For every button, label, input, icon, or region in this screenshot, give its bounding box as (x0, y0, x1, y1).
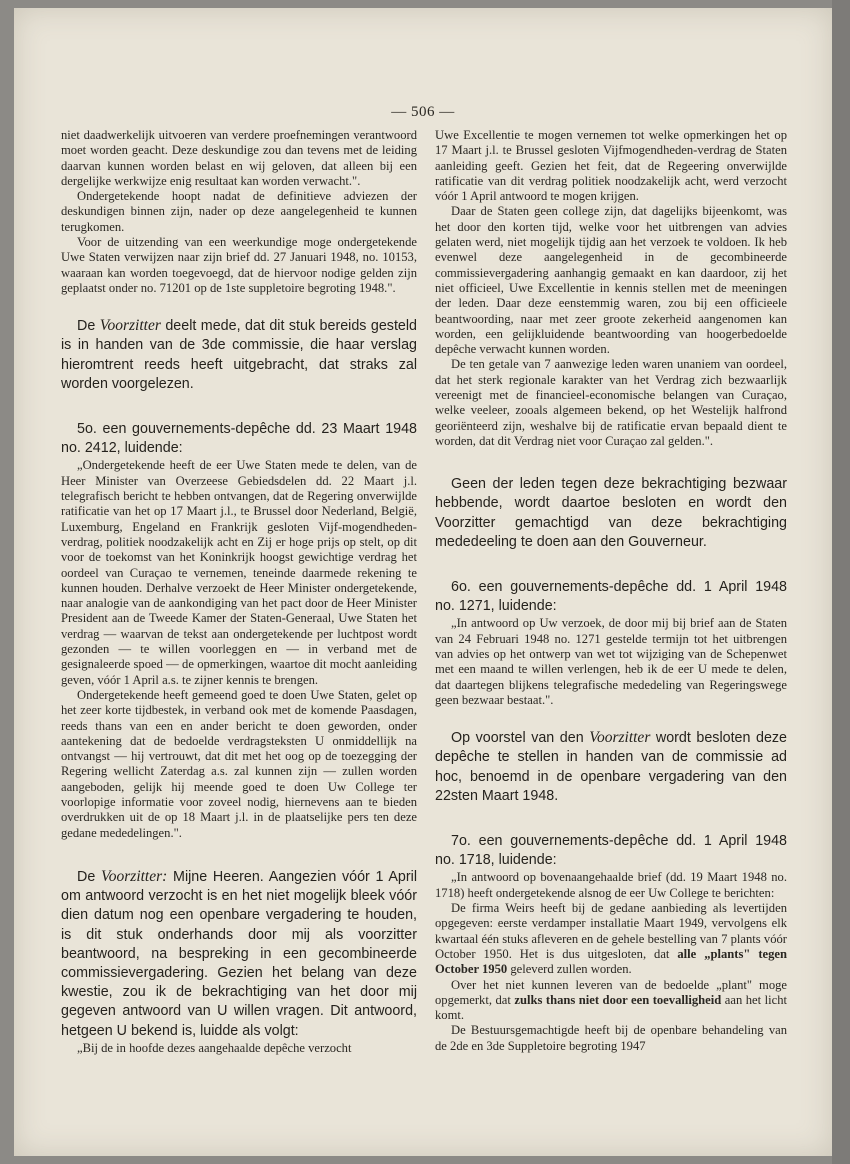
scan-edge (832, 0, 850, 1164)
decision-statement: Op voorstel van den Voorzitter wordt besloten deze depêche te stellen in handen van de commissie ad hoc, benoemd in de openbare vergadering van den 22sten Maart 1948. (435, 729, 787, 804)
paragraph: De firma Weirs heeft bij de gedane aanbieding als levertijden opgegeven: eerste verdamper installatie Maart 1949, vervolgens elk kwartaal één stuks afleveren en de gehele bestelling van 7 plants vóór October 1950. Het is dus uitgesloten, dat alle „plants" tegen October 1950 geleverd zullen worden. (435, 901, 788, 977)
item-heading: 6o. een gouvernements-depêche dd. 1 April 1948 no. 1271, luidende: (435, 579, 787, 615)
right-column (435, 128, 787, 1054)
paragraph: „Ondergetekende heeft de eer Uwe Staten mede te delen, van de Heer Minister van Overzeese Gebiedsdelen dd. 22 Maart j.l. telegrafisch bericht te hebben ontvangen, dat de Regering onverwijlde ratificatie van het op 17 Maart j.l., te Brussel door Nederland, België, Luxemburg, Engeland en Frankrijk gesloten Vijf-mogendheden-verdrag, politiek noodzakelijk acht en Zij er hoge prijs op stelt, op dit voor de toekomst van het Koninkrijk hoogst gewichtige verdrag het oordeel van Curaçao te vernemen, teneinde daarmede rekening te kunnen houden. Derhalve verzoekt de Heer Minister ondergetekende, naar analogie van de aankondiging van het pact door de Heer Minister President aan de Tweede Kamer der Staten-Generaal, Uwe Staten het verdrag — waarvan de tekst aan ondergetekende per luchtpost wordt gezonden — te willen voorleggen en — in verband met de gesignaleerde spoed — de opmerkingen, waartoe dit mocht aanleiding geven, vóór 1 April a.s. te zijner kennis te brengen. (61, 458, 417, 687)
decision-statement: Geen der leden tegen deze bekrachtiging bezwaar hebbende, wordt daartoe besloten en wordt den Voorzitter gemachtigd van deze bekrachtiging mededeeling te doen aan den Gouverneur. (435, 476, 787, 550)
item-heading: 7o. een gouvernements-depêche dd. 1 April 1948 no. 1718, luidende: (435, 833, 787, 869)
page-number: — 506 — (391, 104, 455, 120)
paragraph: Daar de Staten geen college zijn, dat dagelijks bijeenkomt, was het door den korten tijd, welke voor het uitbrengen van advies gelaten werd, niet mogelijk tijdig aan het verzoek te voldoen. Ik heb evenwel deze aangelegenheid in de gecombineerde commissievergadering aanhangig gemaakt en kan daardoor, zij het niet officieel, Uwe Excellentie in kennis stellen met de meeningen der leden. Daar deze eenstemmig waren, zou bij een officieele beantwoording, naar met zeer groote zekerheid aangenomen kan worden, een gelijkluidende beantwoording van hoogerbedoelde depêche verwacht kunnen worden. (435, 204, 787, 357)
chairman-statement: De Voorzitter: Mijne Heeren. Aangezien vóór 1 April om antwoord verzocht is en het niet mogelijk bleek vóór dien datum nog een openbare vergadering te houden, is dit stuk onderhands door mij als voorzitter beantwoord, na bespreking in een gecombineerde commissievergadering. Gezien het belang van deze kwestie, zou ik de bekrachtiging van het door mij gegeven antwoord van U willen vragen. Dit antwoord, hetgeen U bekend is, luidde als volgt: (61, 867, 417, 1039)
chairman-statement: De Voorzitter deelt mede, dat dit stuk bereids gesteld is in handen van de 3de commissie, die haar verslag hieromtrent reeds heeft uitgebracht, dat straks zal worden voorgelezen. (61, 317, 417, 392)
item-heading: 5o. een gouvernements-depêche dd. 23 Maart 1948 no. 2412, luidende: (61, 421, 417, 457)
paragraph: „Bij de in hoofde dezes aangehaalde depêche verzocht (77, 1040, 352, 1055)
paragraph: Ondergetekende hoopt nadat de definitieve adviezen der deskundigen binnen zijn, nader op deze aangelegenheid te kunnen terugkomen. (61, 189, 417, 234)
paragraph: „In antwoord op Uw verzoek, de door mij bij brief aan de Staten van 24 Februari 1948 no. 1271 gestelde termijn tot het uitbrengen van advies op het ontwerp van wet tot wijziging van de Schepenwet met een maand te willen verlengen, heb ik de eer U mede te delen, dat daartegen blijkens telegrafische mededeling van Regeringswege geen bezwaar bestaat.". (435, 616, 787, 707)
paragraph: Over het niet kunnen leveren van de bedoelde „plant" moge opgemerkt, dat zulks thans niet door een toevalligheid aan het licht komt. (435, 977, 787, 1023)
paragraph: niet daadwerkelijk uitvoeren van verdere proefnemingen verantwoord moet worden geacht. Deze deskundige zou dan tevens met de leiding daarvan kunnen worden belast en wij geloven, dat alleen bij een dergelijke werkwijze enig resultaat kan worden verwacht.". (61, 128, 417, 188)
paragraph: Uwe Excellentie te mogen vernemen tot welke opmerkingen het op 17 Maart j.l. te Brussel gesloten Vijfmogendheden-verdrag de Staten aanleiding geeft. Gezien het feit, dat de Regeering onverwijlde ratificatie van dit verdrag politiek noodzakelijk acht, werd verzocht vóór 1 April antwoord te mogen krijgen. (435, 128, 787, 204)
left-column (61, 128, 417, 1056)
paragraph: Ondergetekende heeft gemeend goed te doen Uwe Staten, gelet op het zeer korte tijdbestek, in verband ook met de komende Paasdagen, reeds thans van een en ander bericht te doen geworden, onder aantekening dat de bedoelde verdragsteksten U onmiddellijk na ontvangst — hij vertrouwt, dat dit met het oog op de toezegging der Regering wellicht Zaterdag a.s. zal kunnen zijn — zullen worden aangeboden, gelijk hij meende goed te doen Uw College ter voorlopige informatie voor zoveel nodig, hiernevens aan te bieden overdrukken uit de op 18 Maart j.l. in de plaatselijke pers ten deze gedane mededelingen.". (61, 687, 417, 840)
paragraph: „In antwoord op bovenaangehaalde brief (dd. 19 Maart 1948 no. 1718) heeft ondergetekende alsnog de eer Uw College te berichten: (435, 870, 787, 900)
paragraph: De ten getale van 7 aanwezige leden waren unaniem van oordeel, dat het sterk regionale karakter van het Verdrag zich bezwaarlijk vereenigt met de financieel-economische belangen van Curaçao, welke veeleer, zooals algemeen bekend, op het Westelijk halfrond georiënteerd zijn, weshalve bij de ratificatie ervan bepaald dient te worden, dat dit Verdrag niet voor Curaçao zal gelden.". (435, 357, 787, 448)
paragraph: Voor de uitzending van een weerkundige moge ondergetekende Uwe Staten verwijzen naar zijn brief dd. 27 Januari 1948, no. 10153, waaraan kan worden toegevoegd, dat de hiervoor nodige gelden zijn geplaatst onder no. 71201 op de 1ste suppletoire begroting 1948.". (61, 235, 417, 295)
paragraph: De Bestuursgemachtigde heeft bij de openbare behandeling van de 2de en 3de Suppletoire begroting 1947 (435, 1023, 787, 1053)
